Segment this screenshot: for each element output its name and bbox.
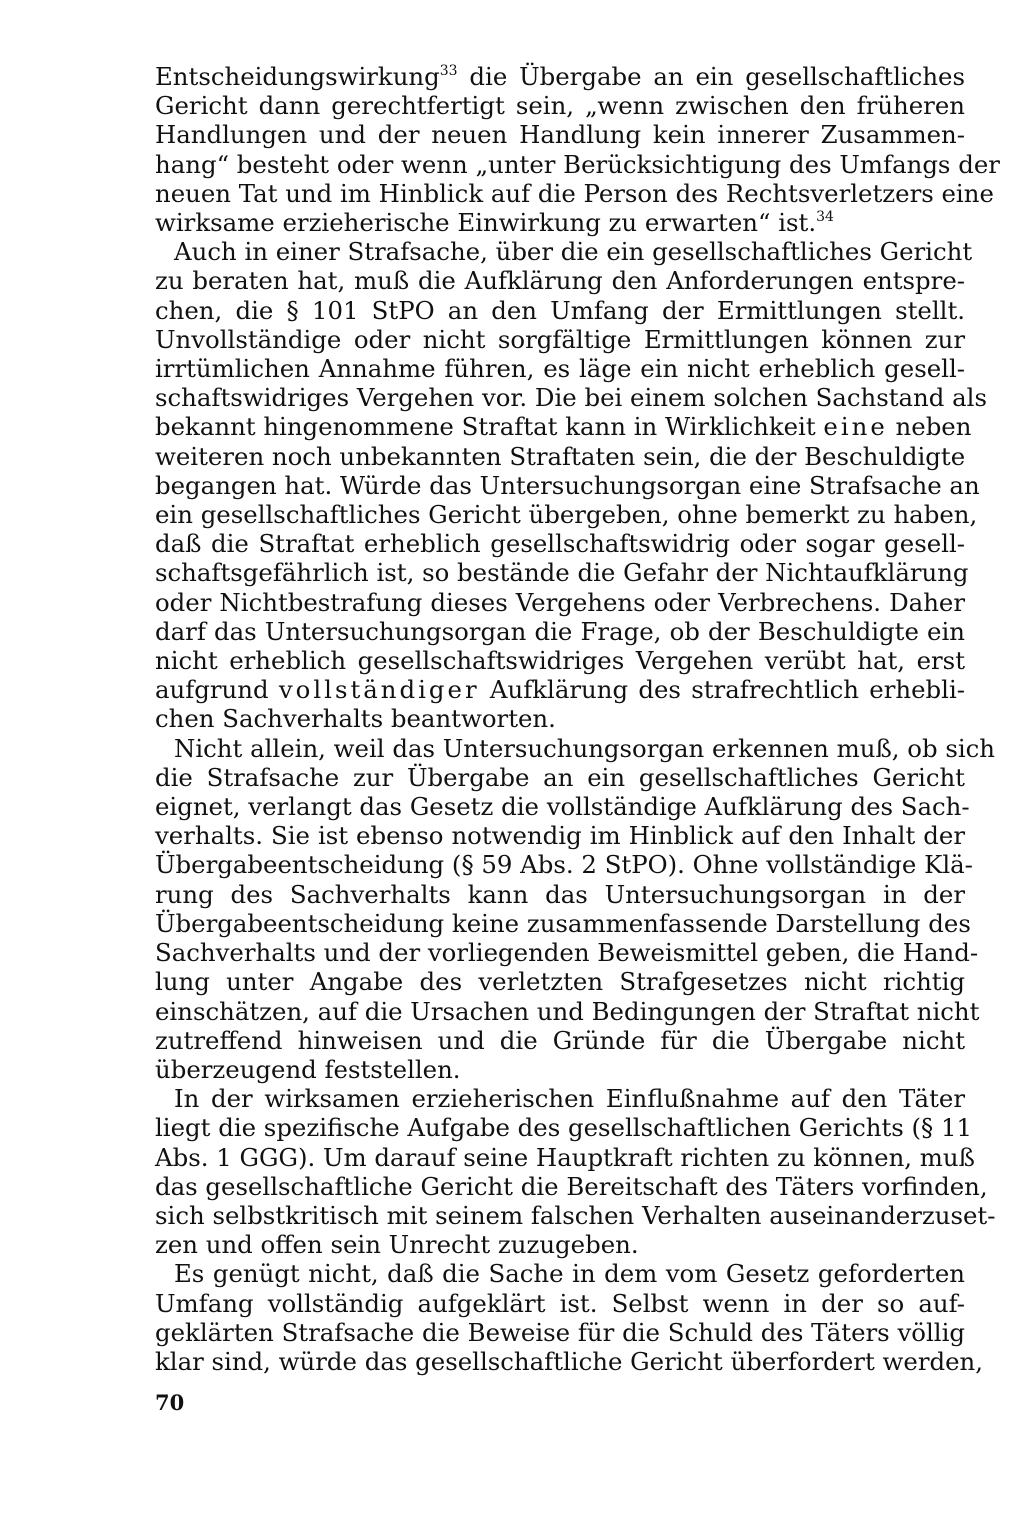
page-number: 70 [155, 1390, 185, 1415]
text-line: daß die Straftat erheblich gesellschaftswidrig oder sogar gesell- [155, 529, 965, 559]
paragraph [155, 733, 996, 1084]
text-line: Umfang vollständig aufgeklärt ist. Selbst wenn in der so auf- [155, 1288, 965, 1318]
text-line: Entscheidungswirkung$^{33}$ die Übergabe an ein gesellschaftliches [155, 62, 965, 91]
text-line: sich selbstkritisch mit seinem falschen Verhalten auseinanderzuset- [155, 1200, 996, 1230]
text-line: Auch in einer Strafsache, über die ein gesellschaftliches Gericht [174, 237, 973, 267]
text-line: Gericht dann gerechtfertigt sein, „wenn zwischen den früheren [155, 91, 965, 121]
paragraph [155, 62, 1000, 238]
paragraph [155, 1259, 983, 1376]
text-line: Abs. 1 GGG). Um darauf seine Hauptkraft richten zu können, muß [155, 1142, 975, 1172]
text-line: irrtümlichen Annahme führen, es läge ein nicht erheblich gesell- [155, 354, 965, 384]
footnote-ref: 34 [816, 209, 834, 226]
text-line: Nicht allein, weil das Untersuchungsorgan erkennen muß, ob sich [174, 733, 996, 763]
text-line: zen und offen sein Unrecht zuzugeben. [155, 1230, 639, 1260]
text-line: schaftsgefährlich ist, so bestände die Gefahr der Nichtaufklärung [155, 558, 969, 588]
text-line: nicht erheblich gesellschaftswidriges Vergehen verübt hat, erst [155, 646, 965, 676]
text-line: Übergabeentscheidung keine zusammenfassende Darstellung des [155, 908, 971, 938]
text-line: Es genügt nicht, daß die Sache in dem vom Gesetz geforderten [174, 1259, 965, 1289]
text-line: lung unter Angabe des verletzten Strafgesetzes nicht richtig [155, 967, 965, 997]
paragraph [155, 1084, 996, 1260]
text-line: chen, die § 101 StPO an den Umfang der Ermittlungen stellt. [155, 295, 965, 325]
text-line: rung des Sachverhalts kann das Untersuchungsorgan in der [155, 879, 965, 909]
text-line: oder Nichtbestrafung dieses Vergehens oder Verbrechens. Daher [155, 587, 965, 617]
text-line: zutreffend hinweisen und die Gründe für die Übergabe nicht [155, 1025, 965, 1055]
emphasis-spaced: vollständiger [278, 675, 480, 705]
text-line: die Strafsache zur Übergabe an ein gesellschaftliches Gericht [155, 762, 965, 792]
text-line: darf das Untersuchungsorgan die Frage, ob der Beschuldigte ein [155, 616, 965, 646]
page-body [155, 62, 1000, 1376]
text-line: das gesellschaftliche Gericht die Bereitschaft des Täters vorfinden, [155, 1171, 988, 1201]
text-line: wirksame erzieherische Einwirkung zu erwarten“ ist.$^{34}$ [155, 208, 834, 238]
text-line: Sachverhalts und der vorliegenden Beweismittel geben, die Hand- [155, 938, 979, 968]
text-line: eignet, verlangt das Gesetz die vollständige Aufklärung des Sach- [155, 792, 970, 822]
text-line: bekannt hingenommene Straftat kann in Wirklichkeit eine neben [155, 412, 972, 442]
text-line: hang“ besteht oder wenn „unter Berücksichtigung des Umfangs der [155, 149, 1000, 179]
text-line: zu beraten hat, muß die Aufklärung den Anforderungen entspre- [155, 266, 965, 296]
text-line: Handlungen und der neuen Handlung kein innerer Zusammen- [155, 120, 965, 150]
text-line: liegt die spezifische Aufgabe des gesellschaftlichen Gerichts (§ 11 [155, 1113, 973, 1143]
paragraph [155, 237, 987, 734]
text-line: geklärten Strafsache die Beweise für die Schuld des Täters völlig [155, 1317, 965, 1347]
text-line: klar sind, würde das gesellschaftliche Gericht überfordert werden, [155, 1346, 983, 1376]
text-line: Unvollständige oder nicht sorgfältige Ermittlungen können zur [155, 324, 965, 354]
text-line: einschätzen, auf die Ursachen und Bedingungen der Straftat nicht [155, 996, 980, 1026]
text-line: ein gesellschaftliches Gericht übergeben, ohne bemerkt zu haben, [155, 500, 978, 530]
footnote-ref: 33 [439, 63, 458, 79]
text-line: weiteren noch unbekannten Straftaten sein, die der Beschuldigte [155, 441, 966, 471]
text-line: aufgrund vollständiger Aufklärung des strafrechtlich erhebli- [155, 675, 965, 705]
text-line: chen Sachverhalts beantworten. [155, 704, 556, 734]
emphasis-spaced: eine [823, 412, 888, 442]
text-line: Übergabeentscheidung (§ 59 Abs. 2 StPO). Ohne vollständige Klä- [155, 850, 973, 880]
text-line: verhalts. Sie ist ebenso notwendig im Hinblick auf den Inhalt der [155, 821, 965, 851]
text-line: In der wirksamen erzieherischen Einflußnahme auf den Täter [174, 1084, 965, 1114]
text-line: schaftswidriges Vergehen vor. Die bei einem solchen Sachstand als [155, 383, 987, 413]
text-line: neuen Tat und im Hinblick auf die Person des Rechtsverletzers eine [155, 178, 994, 208]
text-line: überzeugend feststellen. [155, 1054, 461, 1084]
text-line: begangen hat. Würde das Untersuchungsorgan eine Strafsache an [155, 470, 980, 500]
